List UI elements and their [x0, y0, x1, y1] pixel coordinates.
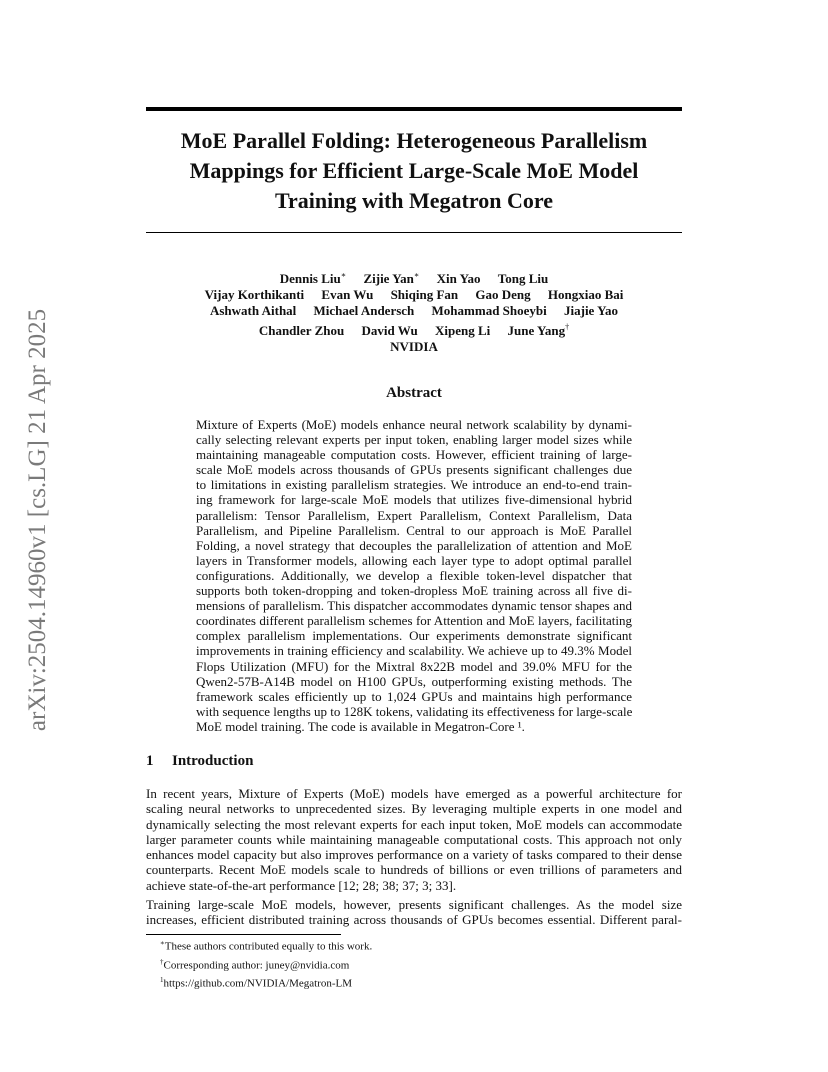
abstract-line: parallelism: Tensor Parallelism, Expert Parallelism, Context Parallelism, Data — [196, 507, 632, 523]
paragraph-line: achieve state-of-the-art performance [12; 28; 38; 37; 3; 33]. — [146, 877, 457, 893]
abstract-line: MoE model training. The code is available in Megatron-Core ¹. — [196, 718, 525, 734]
affiliation: NVIDIA — [390, 338, 438, 354]
abstract-heading: Abstract — [386, 385, 442, 401]
abstract-line: layers in Transformer models, allowing each layer type to adopt optimal parallel — [196, 552, 632, 568]
abstract-line: with sequence lengths up to 128K tokens, validating its effectiveness for large-scale — [196, 703, 633, 719]
paper-title — [146, 126, 682, 216]
abstract-line: improvements in training efficiency and scalability. We achieve up to 49.3% Model — [196, 643, 632, 659]
author: Xin Yao — [436, 271, 481, 287]
author-line-2 — [146, 287, 682, 303]
author: Zijie Yan∗ — [363, 271, 420, 287]
paragraph-line: increases, efficient distributed training across thousands of GPUs becomes essential. Different paral- — [146, 912, 682, 928]
paragraph-line: Training large-scale MoE models, however, presents significant challenges. As the model size — [146, 897, 682, 912]
author-line-1 — [146, 268, 682, 287]
abstract-line: configurations. Additionally, we develop a flexible token-level dispatcher that — [196, 567, 632, 583]
abstract-line: maintaining manageable computation costs. However, efficient training of large- — [196, 447, 632, 463]
author: Ashwath Aithal — [209, 303, 297, 319]
title-line: Training with Megatron Core — [274, 188, 554, 213]
author: Vijay Korthikanti — [204, 287, 305, 303]
author: Shiqing Fan — [390, 287, 459, 303]
footnote: †Corresponding author: juney@nvidia.com — [160, 957, 350, 972]
author: Hongxiao Bai — [547, 287, 624, 303]
paragraph-line: enhances model capacity but also improves performance on a variety of tasks compared to their dense — [146, 847, 682, 863]
section-number: 1 — [146, 753, 154, 769]
footnote-rule — [146, 934, 341, 935]
author: Evan Wu — [321, 287, 374, 303]
arxiv-identifier: arXiv:2504.14960v1 [cs.LG] 21 Apr 2025 — [24, 308, 51, 732]
abstract-line: Qwen2-57B-A14B model on H100 GPUs, outperforming existing methods. The — [196, 673, 632, 689]
abstract-line: cally selecting relevant experts per input token, enabling larger model sizes while — [196, 432, 632, 448]
abstract-body — [196, 417, 632, 734]
footnote: $^1$https://github.com/NVIDIA/Megatron-LM — [160, 976, 353, 990]
paragraph-line: In recent years, Mixture of Experts (MoE) models have emerged as a powerful architecture for — [146, 786, 682, 801]
author-line-4 — [146, 319, 682, 338]
title-bottom-rule — [146, 232, 682, 233]
author: Xipeng Li — [434, 322, 491, 338]
author: David Wu — [361, 322, 418, 338]
author: Gao Deng — [475, 287, 531, 303]
author: Mohammad Shoeybi — [431, 303, 547, 319]
paragraph-line: larger parameter counts while maintaining manageable computational costs. This approach not only — [146, 831, 682, 847]
title-line: Mappings for Efficient Large-Scale MoE Model — [189, 158, 639, 183]
abstract-line: Folding, a novel strategy that decouples the parallelization of attention and MoE — [196, 537, 632, 553]
intro-paragraph-2 — [146, 897, 682, 928]
title-top-rule — [146, 107, 682, 111]
abstract-line: scale MoE models across thousands of GPUs presents significant challenges due — [196, 462, 632, 478]
abstract-line: coordinates different parallelism schemes for Attention and MoE layers, facilitating — [196, 613, 632, 629]
author: Tong Liu — [497, 271, 549, 287]
author: June Yang† — [507, 322, 570, 338]
author-line-3 — [146, 303, 682, 319]
paragraph-line: scaling neural networks to unprecedented sizes. By leveraging multiple experts in one model and — [146, 801, 682, 817]
paragraph-line: counterparts. Recent MoE models scale to hundreds of billions or even trillions of parameters and — [146, 862, 682, 878]
abstract-line: complex parallelism implementations. Our experiments demonstrate significant — [196, 628, 632, 644]
title-line: MoE Parallel Folding: Heterogeneous Parallelism — [180, 128, 648, 153]
footnotes — [160, 936, 680, 992]
intro-paragraph-1 — [146, 786, 682, 893]
author: Jiajie Yao — [564, 303, 619, 319]
abstract-line: Mixture of Experts (MoE) models enhance neural network scalability by dynami- — [196, 417, 632, 432]
paragraph-line: dynamically selecting the most relevant experts for each input token, MoE models can accommodate — [146, 816, 682, 832]
abstract-line: framework scales efficiently up to 1,024 GPUs and maintains high performance — [196, 688, 632, 704]
footnote: ∗These authors contributed equally to this work. — [160, 939, 373, 953]
abstract-line: Flops Utilization (MFU) for the Mixtral 8x22B model and 39.0% MFU for the — [196, 658, 632, 674]
abstract-line: supports both token-dropping and token-dropless MoE training across all five di- — [196, 583, 632, 599]
abstract-line: Parallelism, and Pipeline Parallelism. Central to our approach is MoE Parallel — [196, 522, 632, 538]
author-list — [146, 268, 682, 355]
section-heading — [146, 752, 682, 770]
author: Michael Andersch — [313, 303, 415, 319]
abstract-line: ing framework for large-scale MoE models that utilizes five-dimensional hybrid — [196, 492, 632, 508]
author: Dennis Liu∗ — [279, 271, 347, 287]
abstract-line: mensions of parallelism. This dispatcher accommodates dynamic tensor shapes and — [196, 598, 632, 614]
section-title: Introduction — [172, 753, 254, 769]
abstract-line: to limitations in existing parallelism strategies. We introduce an end-to-end train- — [196, 477, 632, 493]
author: Chandler Zhou — [258, 322, 345, 338]
